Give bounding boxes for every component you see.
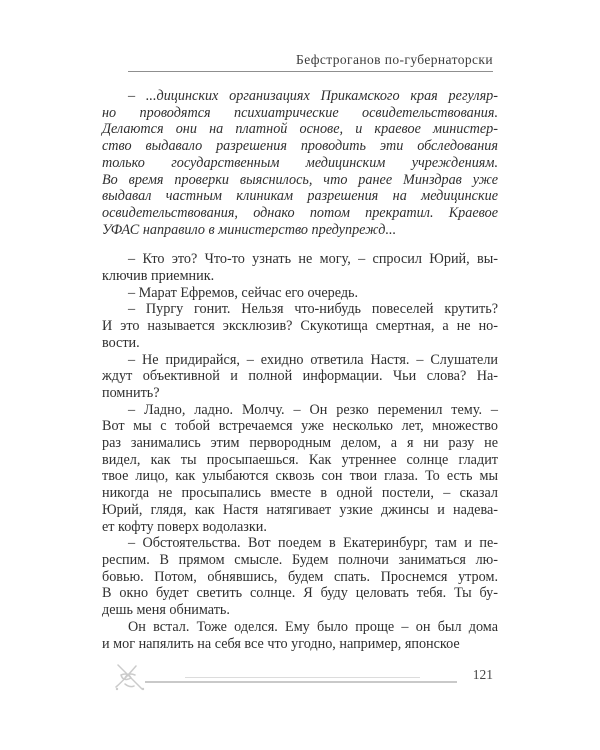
text-line: – Кто это? Что-то узнать не могу, – спросил Юрий, вы- (128, 251, 498, 268)
text-line: никогда не просыпались вместе в одной постели, – сказал (102, 485, 498, 502)
paragraph (102, 535, 498, 619)
paragraph (102, 251, 498, 284)
footer-rule-thick (145, 681, 457, 683)
text-line: Юрий, глядя, как Настя натягивает узкие джинсы и надева- (102, 501, 498, 518)
text-line: – Ладно, ладно. Молчу. – Он резко переменил тему. – (128, 401, 498, 418)
text-line: и мог напялить на себя все что угодно, например, японское (102, 635, 460, 652)
text-line: Вот мы с тобой встречаемся уже несколько лет, множество (102, 418, 498, 435)
text-line: – ...дицинских организациях Прикамского края регуляр- (128, 88, 498, 104)
text-line: ет кофту поверх водолазки. (102, 518, 267, 535)
text-line: дешь меня обнимать. (102, 602, 230, 619)
text-line: Во время проверки выяснилось, что ранее Минздрав уже (102, 171, 498, 188)
text-line: И это называется эксклюзив? Скукотища смертная, а не но- (102, 318, 498, 335)
text-line: Делаются они на платной основе, и краевое министер- (102, 121, 498, 138)
text-line: – Пургу гонит. Нельзя что-нибудь повеселей крутить? (128, 301, 498, 318)
text-line: В окно будет светить солнце. Я буду целовать тебя. Ты бу- (102, 585, 498, 602)
header-rule (128, 71, 493, 72)
text-line: только государственным медицинским учреждениям. (102, 154, 498, 171)
paragraph (102, 88, 498, 238)
text-line: помнить? (102, 384, 160, 401)
paragraph (102, 301, 498, 351)
text-line: но проводятся психиатрические освидетельствования. (102, 104, 498, 121)
footer-rule-thin (185, 677, 420, 678)
text-line: – Не придирайся, – ехидно ответила Настя. – Слушатели (128, 351, 498, 368)
text-line: твое лицо, как улыбаются сквозь сон твои глаза. То есть мы (102, 468, 498, 485)
page-body (102, 88, 498, 652)
text-line: видел, как ты просыпаешься. Как утреннее солнце гладит (102, 451, 498, 468)
floral-flourish-icon (111, 662, 149, 692)
text-line: респим. В прямом смысле. Будем полночи заниматься лю- (102, 551, 498, 568)
paragraph (102, 402, 498, 536)
text-line: ключив приемник. (102, 268, 215, 285)
page-number: 121 (472, 667, 493, 682)
text-line: – Марат Ефремов, сейчас его очередь. (128, 284, 359, 301)
text-line: ждут объективной и полной информации. Чьи слова? На- (102, 368, 498, 385)
paragraph (102, 619, 498, 652)
text-line: бовью. Потом, обнявшись, будем спать. Проснемся утром. (102, 568, 498, 585)
text-line: ство выдавало разрешения проводить эти обследования (102, 138, 498, 155)
text-line: выдавал частным клиникам разрешения на медицинские (102, 188, 498, 205)
text-line: раз занимались этим первородным делом, а я ни разу не (102, 435, 498, 452)
text-line: вости. (102, 334, 140, 351)
running-head-chapter-title: Бефстроганов по-губернаторски (296, 52, 493, 67)
text-line: освидетельствования, однако потом прекратил. Краевое (102, 204, 498, 221)
text-line: УФАС направило в министерство предупрежд... (102, 221, 397, 238)
paragraph (102, 285, 498, 302)
text-line: Он встал. Тоже оделся. Ему было проще – он был дома (128, 618, 498, 635)
text-line: – Обстоятельства. Вот поедем в Екатеринбург, там и пе- (128, 535, 498, 552)
paragraph (102, 352, 498, 402)
